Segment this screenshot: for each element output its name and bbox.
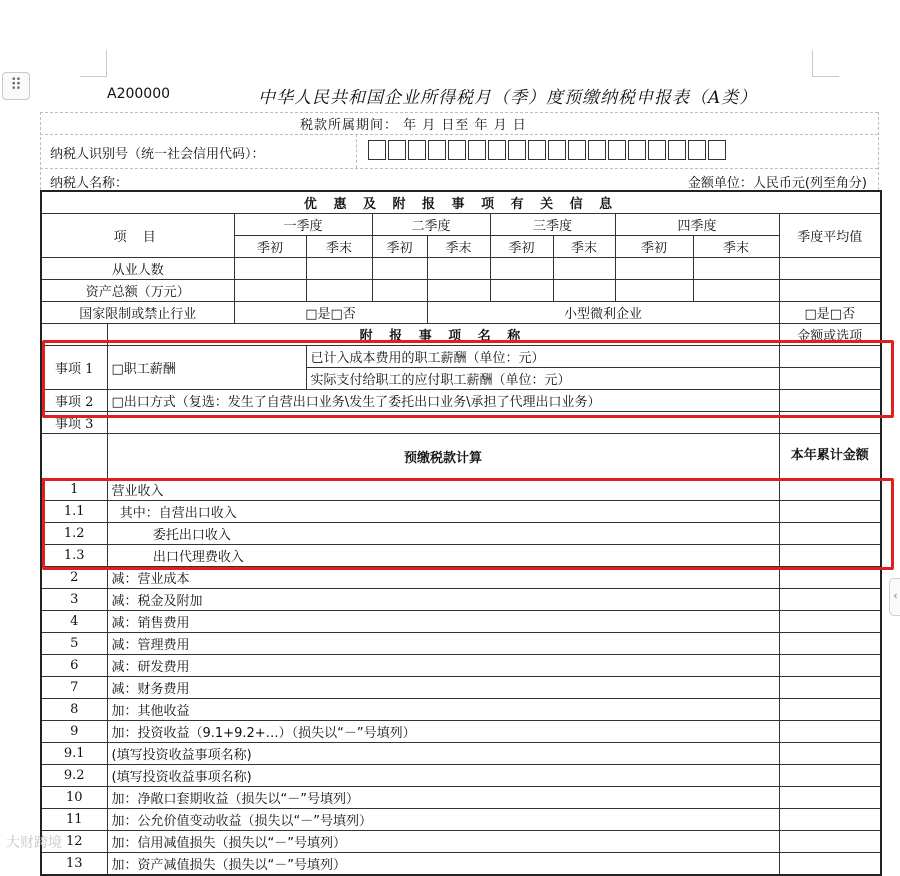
row-amount-cell[interactable]	[779, 677, 881, 699]
item-2-label[interactable]: □出口方式（复选：发生了自营出口业务\发生了委托出口业务\承担了代理出口业务）	[107, 390, 779, 412]
id-char-box[interactable]	[708, 140, 726, 160]
row-amount-cell[interactable]	[779, 633, 881, 655]
form-code: A200000	[107, 86, 171, 102]
table-row	[41, 346, 881, 368]
row-number: 11	[41, 809, 107, 831]
table-row	[41, 721, 881, 743]
row-number: 1.2	[41, 523, 107, 545]
row-label: 出口代理费收入	[107, 545, 779, 567]
id-char-box[interactable]	[548, 140, 566, 160]
row-amount-cell[interactable]	[779, 721, 881, 743]
row-label: (填写投资收益事项名称)	[107, 765, 779, 787]
quarter-start-header: 季初	[234, 236, 306, 258]
row-number: 1.3	[41, 545, 107, 567]
row-number: 6	[41, 655, 107, 677]
table-row	[41, 412, 881, 434]
side-panel-toggle-icon[interactable]: ‹	[889, 578, 900, 616]
table-row	[41, 523, 881, 545]
restricted-industry-option[interactable]: □是□否	[234, 302, 427, 324]
row-label: 委托出口收入	[107, 523, 779, 545]
id-char-box[interactable]	[488, 140, 506, 160]
taxpayer-id-label: 纳税人识别号（统一社会信用代码）：	[50, 147, 265, 162]
row-amount-cell[interactable]	[779, 545, 881, 567]
row-amount-cell[interactable]	[779, 479, 881, 501]
ytd-amount-header: 本年累计金额	[779, 434, 881, 479]
table-row	[41, 611, 881, 633]
row-amount-cell[interactable]	[779, 589, 881, 611]
tax-period: 税款所属期间： 年 月 日至 年 月 日	[300, 118, 527, 133]
calc-title: 预缴税款计算	[107, 434, 779, 479]
row-number: 13	[41, 853, 107, 876]
id-char-box[interactable]	[368, 140, 386, 160]
header-line	[40, 134, 878, 135]
id-char-box[interactable]	[448, 140, 466, 160]
row-label: 加：资产减值损失（损失以“－”号填列）	[107, 853, 779, 876]
table-row	[41, 809, 881, 831]
row-number: 8	[41, 699, 107, 721]
header-line	[40, 112, 878, 113]
table-row	[41, 501, 881, 523]
id-char-box[interactable]	[608, 140, 626, 160]
table-row	[41, 567, 881, 589]
id-char-box[interactable]	[668, 140, 686, 160]
header-line	[356, 134, 357, 168]
item-1-number: 事项 1	[41, 346, 107, 390]
row-label: (填写投资收益事项名称)	[107, 743, 779, 765]
table-row	[41, 589, 881, 611]
id-char-box[interactable]	[588, 140, 606, 160]
row-number: 9.1	[41, 743, 107, 765]
item-header: 项 目	[41, 214, 234, 258]
quarter-start-header: 季初	[490, 236, 553, 258]
id-char-box[interactable]	[428, 140, 446, 160]
supplementary-title: 附 报 事 项 名 称	[107, 324, 779, 346]
row-number: 7	[41, 677, 107, 699]
table-row	[41, 633, 881, 655]
form-title: 中华人民共和国企业所得税月（季）度预缴纳税申报表（A类）	[258, 88, 758, 108]
table-row	[41, 258, 881, 280]
info-section-title: 优 惠 及 附 报 事 项 有 关 信 息	[41, 191, 881, 214]
header-line	[40, 112, 41, 190]
id-char-box[interactable]	[688, 140, 706, 160]
quarter-header: 三季度	[490, 214, 615, 236]
item-1-sub-a: 已计入成本费用的职工薪酬（单位：元）	[306, 346, 779, 368]
taxpayer-id-boxes[interactable]	[368, 140, 726, 160]
table-row	[41, 699, 881, 721]
small-enterprise-label: 小型微利企业	[427, 302, 779, 324]
row-number: 12	[41, 831, 107, 853]
row-label: 减：财务费用	[107, 677, 779, 699]
drag-handle-icon[interactable]: ⠿	[2, 72, 30, 100]
quarter-header: 一季度	[234, 214, 372, 236]
id-char-box[interactable]	[648, 140, 666, 160]
table-row	[41, 677, 881, 699]
table-row	[41, 479, 881, 501]
taxpayer-name-label: 纳税人名称：	[50, 176, 129, 191]
row-label: 加：公允价值变动收益（损失以“－”号填列）	[107, 809, 779, 831]
header-line	[40, 168, 878, 169]
item-1-sub-b: 实际支付给职工的应付职工薪酬（单位：元）	[306, 368, 779, 390]
small-enterprise-option[interactable]: □是□否	[779, 302, 881, 324]
table-row	[41, 765, 881, 787]
page-corner-mark	[80, 50, 107, 77]
row-amount-cell[interactable]	[779, 523, 881, 545]
table-row	[41, 787, 881, 809]
table-row	[41, 390, 881, 412]
row-amount-cell[interactable]	[779, 655, 881, 677]
row-number: 1	[41, 479, 107, 501]
quarter-header: 二季度	[372, 214, 490, 236]
quarter-start-header: 季初	[372, 236, 427, 258]
row-amount-cell[interactable]	[779, 853, 881, 876]
quarter-end-header: 季末	[693, 236, 779, 258]
table-row	[41, 853, 881, 876]
row-label: 减：研发费用	[107, 655, 779, 677]
id-char-box[interactable]	[628, 140, 646, 160]
row-label: 加：净敞口套期收益（损失以“－”号填列）	[107, 787, 779, 809]
quarter-end-header: 季末	[427, 236, 490, 258]
item-3-number: 事项 3	[41, 412, 107, 434]
id-char-box[interactable]	[528, 140, 546, 160]
table-row	[41, 831, 881, 853]
id-char-box[interactable]	[408, 140, 426, 160]
table-row	[41, 743, 881, 765]
row-number: 3	[41, 589, 107, 611]
quarter-header: 四季度	[615, 214, 779, 236]
id-char-box[interactable]	[388, 140, 406, 160]
table-row	[41, 545, 881, 567]
row-number: 5	[41, 633, 107, 655]
table-row	[41, 655, 881, 677]
employees-label: 从业人数	[41, 258, 234, 280]
row-label: 减：管理费用	[107, 633, 779, 655]
currency-unit: 金额单位：人民币元(列至角分)	[687, 176, 867, 191]
id-char-box[interactable]	[568, 140, 586, 160]
watermark: 大财跨境	[6, 835, 62, 851]
total-assets-label: 资产总额（万元）	[41, 280, 234, 302]
item-1-label[interactable]: □职工薪酬	[107, 346, 306, 390]
quarter-end-header: 季末	[306, 236, 372, 258]
row-label: 减：营业成本	[107, 567, 779, 589]
row-amount-cell[interactable]	[779, 809, 881, 831]
row-amount-cell[interactable]	[779, 611, 881, 633]
row-label: 减：销售费用	[107, 611, 779, 633]
item-2-number: 事项 2	[41, 390, 107, 412]
table-row	[41, 280, 881, 302]
quarter-start-header: 季初	[615, 236, 693, 258]
header-line	[878, 112, 879, 190]
row-label: 营业收入	[107, 479, 779, 501]
row-amount-cell[interactable]	[779, 765, 881, 787]
declaration-table	[40, 190, 882, 876]
row-label: 减：税金及附加	[107, 589, 779, 611]
quarter-end-header: 季末	[553, 236, 615, 258]
row-number: 2	[41, 567, 107, 589]
amount-option-header: 金额或选项	[779, 324, 881, 346]
row-amount-cell[interactable]	[779, 699, 881, 721]
row-label: 其中：自营出口收入	[107, 501, 779, 523]
table-row	[41, 302, 881, 324]
row-amount-cell[interactable]	[779, 743, 881, 765]
row-amount-cell[interactable]	[779, 831, 881, 853]
row-number: 9	[41, 721, 107, 743]
id-char-box[interactable]	[508, 140, 526, 160]
row-number: 4	[41, 611, 107, 633]
row-number: 1.1	[41, 501, 107, 523]
row-label: 加：投资收益（9.1+9.2+…）（损失以“－”号填列）	[107, 721, 779, 743]
row-amount-cell[interactable]	[779, 567, 881, 589]
page-corner-mark	[812, 50, 839, 77]
average-header: 季度平均值	[779, 214, 881, 258]
id-char-box[interactable]	[468, 140, 486, 160]
row-amount-cell[interactable]	[779, 501, 881, 523]
row-number: 10	[41, 787, 107, 809]
row-number: 9.2	[41, 765, 107, 787]
row-label: 加：信用减值损失（损失以“－”号填列）	[107, 831, 779, 853]
restricted-industry-label: 国家限制或禁止行业	[41, 302, 234, 324]
row-amount-cell[interactable]	[779, 787, 881, 809]
row-label: 加：其他收益	[107, 699, 779, 721]
